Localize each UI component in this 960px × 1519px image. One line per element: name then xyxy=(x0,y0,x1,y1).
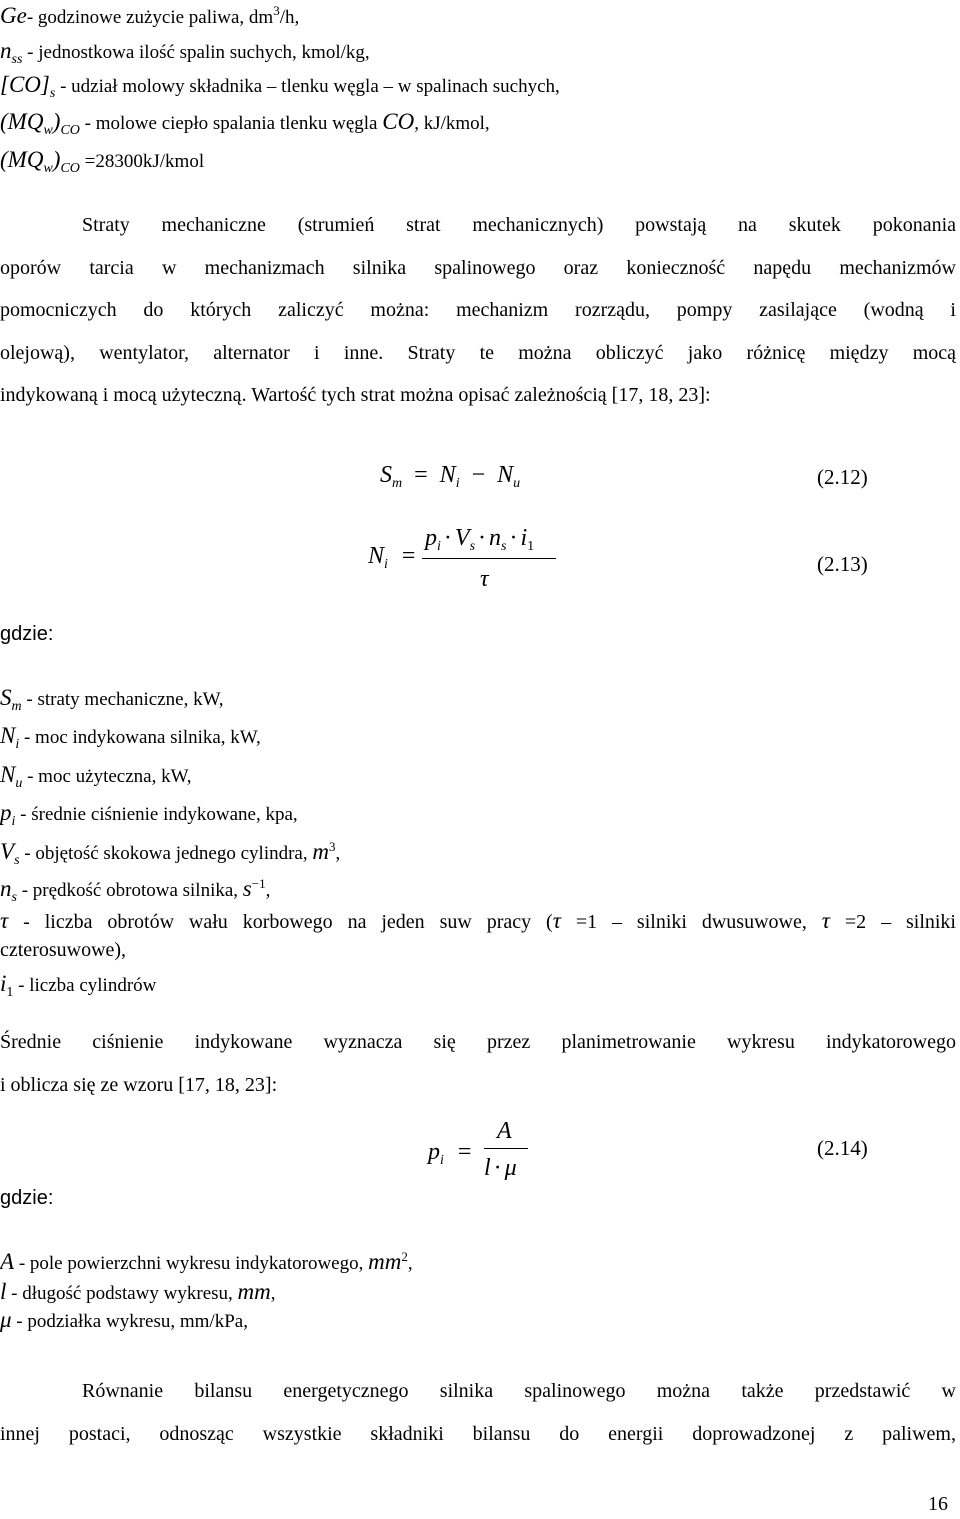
fraction-bar xyxy=(422,558,556,559)
symbol: (MQ xyxy=(0,109,44,134)
def-a: A - pole powierzchni wykresu indykatorowego, $mm^2$, xyxy=(0,1249,413,1274)
symbol: (MQ xyxy=(0,147,44,172)
symbol: A xyxy=(0,1249,15,1274)
symbol: N xyxy=(0,723,16,748)
def-vs: $V_s$ - objętość skokowa jednego cylindra, $m^3$, xyxy=(0,839,341,868)
symbol: i xyxy=(0,971,7,996)
paragraph-bilans: Równanie bilansu energetycznego silnika spalinowego można także przedstawić w innej postaci, odnosząc wszystkie składniki bilansu do energii doprowadzonej z paliwem, xyxy=(0,1380,956,1445)
def-tau: τ - liczba obrotów wału korbowego na jeden suw pracy (τ =1 – silniki dwusuwowe, τ =2 – silniki czterosuwowe), xyxy=(0,908,956,961)
equation-2-13-denominator: τ xyxy=(480,566,489,592)
symbol: μ xyxy=(0,1307,12,1332)
def-nss: $n_{ss}$ - jednostkowa ilość spalin suchych, kmol/kg, xyxy=(0,38,370,67)
def-ge: Ge- godzinowe zużycie paliwa, $dm^3/h$, xyxy=(0,3,300,28)
page-number: 16 xyxy=(928,1493,948,1515)
equation-number: (2.14) xyxy=(817,1136,868,1160)
equation-2-12: $S_m = N_i - N_u$ xyxy=(380,462,521,491)
def-ni: $N_i$ - moc indykowana silnika, kW, xyxy=(0,723,261,752)
def-l: l - długość podstawy wykresu, mm, xyxy=(0,1279,276,1304)
equation-number: (2.13) xyxy=(817,552,868,576)
symbol: Ge xyxy=(0,3,27,28)
symbol: N xyxy=(0,762,16,787)
fraction-bar xyxy=(484,1148,528,1149)
def-mu: μ - podziałka wykresu, mm/kPa, xyxy=(0,1307,248,1332)
symbol: n xyxy=(0,876,12,901)
def-mqw: $(MQ_w)_{CO}$ - molowe ciepło spalania tlenku węgla CO, kJ/kmol, xyxy=(0,109,490,138)
equation-number: (2.12) xyxy=(817,465,868,489)
gdzie-label: gdzie: xyxy=(0,1187,54,1209)
paragraph-straty: Straty mechaniczne (strumień strat mechanicznych) powstają na skutek pokonania oporów tarcia w mechanizmach silnika spalinowego oraz konieczność napędu mechanizmów pomocniczych do których zaliczyć można: mechanizm rozrządu, pompy zasilające (wodną i olejową), wentylator, alternator i inne. Straty te można obliczyć jako różnicę między mocą indykowaną i mocą użyteczną. Wartość tych strat można opisać zależnością [17, 18, 23]: xyxy=(0,214,956,406)
def-sm: $S_m$ - straty mechaniczne, kW, xyxy=(0,685,224,714)
equation-2-14-denominator: l · μ xyxy=(484,1155,517,1181)
paragraph-srednie-cisnienie: Średnie ciśnienie indykowane wyznacza się przez planimetrowanie wykresu indykatorowego i oblicza się ze wzoru [17, 18, 23]: xyxy=(0,1031,956,1096)
symbol: l xyxy=(0,1279,7,1304)
equation-2-14-lhs: $p_i$ = xyxy=(428,1139,472,1168)
equation-2-14-numerator: A xyxy=(497,1118,512,1144)
def-i1: $i_1$ - liczba cylindrów xyxy=(0,971,157,1000)
def-ns: $n_s$ - prędkość obrotowa silnika, $s^{-1}$, xyxy=(0,876,271,905)
gdzie-label: gdzie: xyxy=(0,623,54,645)
symbol: V xyxy=(0,839,15,864)
def-co: $[CO]_s$ - udział molowy składnika – tlenku węgla – w spalinach suchych, xyxy=(0,72,560,101)
def-pi: $p_i$ - średnie ciśnienie indykowane, kpa, xyxy=(0,800,298,829)
symbol: [CO] xyxy=(0,72,50,97)
symbol: S xyxy=(0,685,12,710)
equation-2-13-lhs: $N_i$ = xyxy=(368,543,416,572)
def-mqw-value: $(MQ_w)_{CO}$ =28300kJ/kmol xyxy=(0,147,205,176)
def-nu: $N_u$ - moc użyteczna, kW, xyxy=(0,762,192,791)
symbol: n xyxy=(0,38,12,63)
symbol: τ xyxy=(0,908,9,933)
symbol: p xyxy=(0,800,12,825)
equation-2-13-numerator: $p_i \cdot V_s \cdot n_s \cdot i_1$ xyxy=(425,525,535,554)
